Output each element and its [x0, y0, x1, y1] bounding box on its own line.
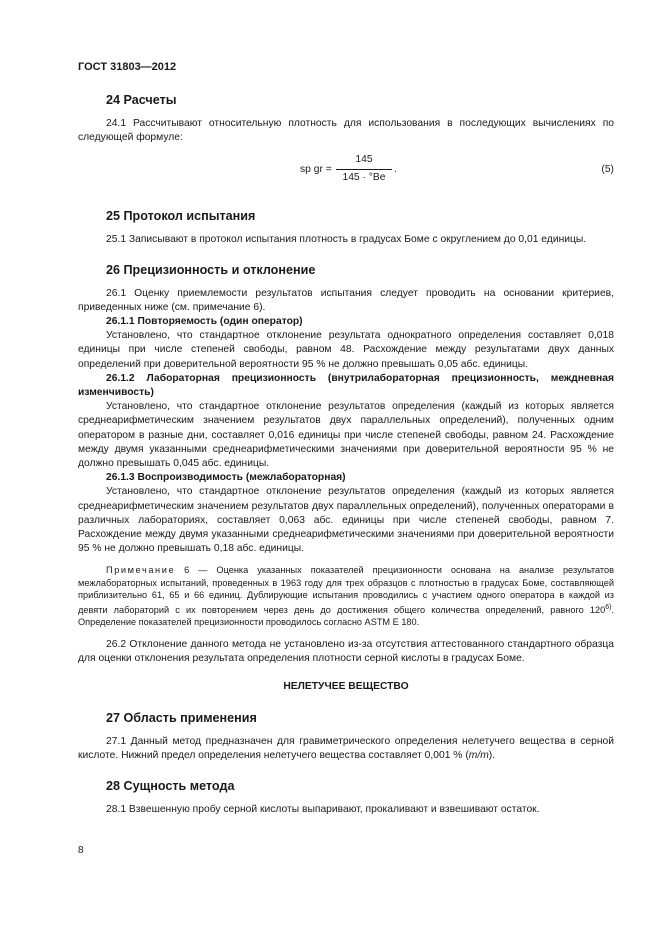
section-26-1-2-title: 26.1.2 Лабораторная прецизионность (внутрилабораторная прецизионность, междневная изменчивость) [78, 372, 614, 399]
formula-fraction [336, 153, 392, 184]
section-27-p1-tail: ). [488, 750, 496, 762]
note-tail: . Определение показателей прецизионности проводилось согласно ASTM E 180. [78, 604, 614, 628]
section-25-p1: 25.1 Записывают в протокол испытания плотность в градусах Боме с округлением до 0,01 единицы. [106, 234, 587, 246]
section-24-p1: 24.1 Рассчитывают относительную плотность для использования в последующих вычислениях по следующей формуле: [78, 118, 614, 144]
formula-denominator: 145 · °Be [342, 171, 386, 183]
part-title: НЕЛЕТУЧЕЕ ВЕЩЕСТВО [283, 680, 409, 692]
section-26-1-1-title: 26.1.1 Повторяемость (один оператор) [106, 316, 303, 328]
page-content [78, 92, 614, 817]
note-6 [78, 564, 614, 628]
section-24-title: 24 Расчеты [106, 93, 177, 107]
formula-tail: . [394, 164, 397, 176]
formula-number: (5) [601, 164, 614, 176]
standard-header: ГОСТ 31803—2012 [78, 61, 177, 73]
section-26-2-text: 26.2 Отклонение данного метода не установлено из-за отсутствия аттестованного стандартного образца для оценки отклонения результата определения плотности серной кислоты в градусах Боме. [78, 638, 614, 664]
note-label: Примечание [106, 565, 176, 576]
section-27-p1-text: 27.1 Данный метод предназначен для гравиметрического определения нелетучего вещества в серной кислоте. Нижний предел определения нелетучего вещества составляет 0,001 % ( [78, 736, 614, 762]
note-footnote-ref: 6) [605, 603, 612, 611]
section-26-title: 26 Прецизионность и отклонение [106, 262, 316, 277]
section-27-title: 27 Область применения [106, 711, 257, 726]
section-25-title: 25 Протокол испытания [106, 209, 256, 224]
formula-lhs: sp gr = [300, 164, 332, 176]
note-text: 6 — Оценка указанных показателей прецизионности основана на анализе результатов межлабораторных испытаний, проведенных в 1963 году для трех образцов с плотностью в градусах Боме, составляющей приблизительно 61, 65 и 66 единиц. Дублирующие испытания проводились с участием одного оператора в каждой из девяти лабораторий с их повторением через день до достижения общего количества определений, равного 120 [78, 565, 614, 615]
section-28-title: 28 Сущность метода [106, 778, 235, 793]
section-28-p1: 28.1 Взвешенную пробу серной кислоты выпаривают, прокаливают и взвешивают остаток. [106, 803, 540, 815]
page-number: 8 [78, 845, 84, 856]
formula-numerator: 145 [336, 153, 392, 169]
section-26-p1: 26.1 Оценку приемлемости результатов испытания следует проводить на основании критериев, приведенных ниже (см. примечание 6). [78, 287, 614, 313]
section-26-1-3-title: 26.1.3 Воспроизводимость (межлабораторная) [106, 472, 346, 484]
section-27-p1 [78, 735, 614, 763]
formula-5 [78, 153, 614, 193]
section-26-1-3-text: Установлено, что стандартное отклонение результатов определения (каждый из которых является среднеарифметическим значением результатов двух параллельных определений), полученных операторами в различных лабораториях, составляет 0,063 абс. единицы при числе степеней свободы, равном 7. Расхождение между двумя указанными среднеарифметическими значениями при доверительной вероятности 95 % не должно превышать 0,18 абс. единицы. [78, 486, 614, 555]
section-26-1-1-text: Установлено, что стандартное отклонение результата однократного определения составляет 0,018 единицы при числе степеней свободы, равном 48. Расхождение между результатами двух данных определений при доверительной вероятности 95 % не должно превышать 0,05 абс. единицы. [78, 330, 614, 370]
section-26-1-2-text: Установлено, что стандартное отклонение результатов определения (каждый из которых является среднеарифметическим значением результатов двух параллельных определений), полученных одним оператором в разные дни, составляет 0,016 единицы при числе степеней свободы, равном 24. Расхождение между двумя указанными среднеарифметическими значениями при доверительной вероятности 95 % не должно превышать 0,045 абс. единицы. [78, 401, 614, 470]
section-27-p1-italic: m/m [468, 750, 489, 762]
